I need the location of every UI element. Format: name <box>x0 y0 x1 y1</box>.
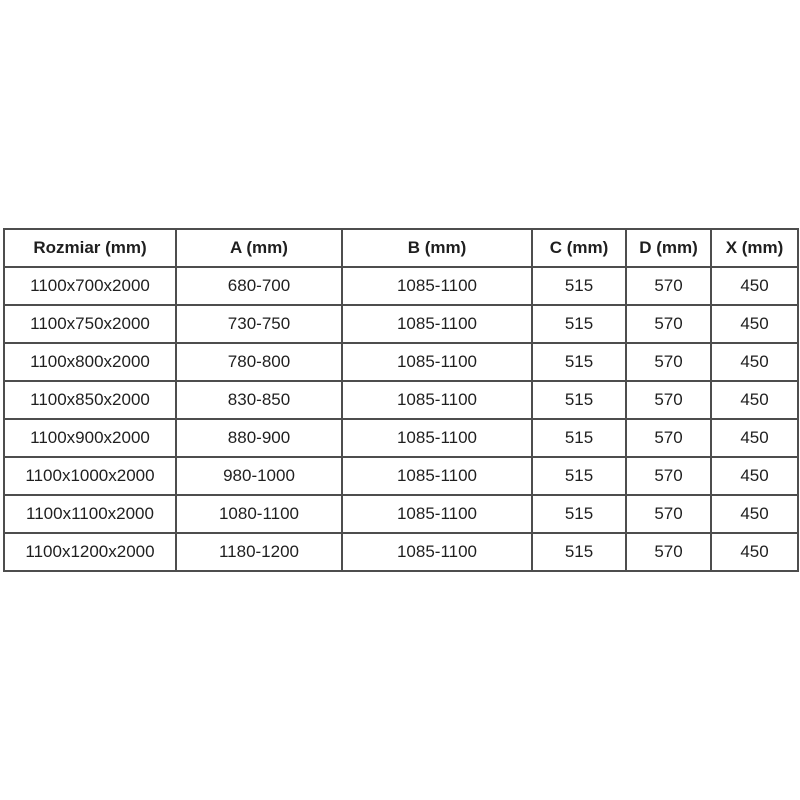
table-cell: 515 <box>532 381 626 419</box>
table-cell: 1085-1100 <box>342 495 532 533</box>
table-cell: 780-800 <box>176 343 342 381</box>
table-row <box>4 533 798 571</box>
table-cell: 515 <box>532 457 626 495</box>
table-cell: 880-900 <box>176 419 342 457</box>
table-cell: 1100x1200x2000 <box>4 533 176 571</box>
table-row <box>4 343 798 381</box>
table-cell: 570 <box>626 419 711 457</box>
table-cell: 515 <box>532 305 626 343</box>
table-cell: 570 <box>626 457 711 495</box>
table-cell: 450 <box>711 419 798 457</box>
table-cell: 450 <box>711 457 798 495</box>
table-cell: 450 <box>711 495 798 533</box>
table-cell: 515 <box>532 343 626 381</box>
table-cell: 515 <box>532 495 626 533</box>
table-cell: 1080-1100 <box>176 495 342 533</box>
table-cell: 730-750 <box>176 305 342 343</box>
table-cell: 515 <box>532 267 626 305</box>
column-header-c: C (mm) <box>532 229 626 267</box>
table-row <box>4 267 798 305</box>
table-cell: 1085-1100 <box>342 533 532 571</box>
table-header-row <box>4 229 798 267</box>
table-cell: 450 <box>711 381 798 419</box>
table-cell: 1100x1000x2000 <box>4 457 176 495</box>
table-cell: 570 <box>626 381 711 419</box>
column-header-b: B (mm) <box>342 229 532 267</box>
column-header-x: X (mm) <box>711 229 798 267</box>
table-cell: 570 <box>626 495 711 533</box>
table-row <box>4 305 798 343</box>
size-spec-table <box>3 228 799 572</box>
table-cell: 1100x750x2000 <box>4 305 176 343</box>
table-cell: 1100x1100x2000 <box>4 495 176 533</box>
table-row <box>4 381 798 419</box>
table-cell: 450 <box>711 343 798 381</box>
table-cell: 680-700 <box>176 267 342 305</box>
table-cell: 450 <box>711 305 798 343</box>
table-cell: 1085-1100 <box>342 267 532 305</box>
table-cell: 1085-1100 <box>342 419 532 457</box>
table-cell: 1180-1200 <box>176 533 342 571</box>
table-cell: 570 <box>626 305 711 343</box>
table-cell: 1100x800x2000 <box>4 343 176 381</box>
table-body <box>4 267 798 571</box>
table-cell: 1085-1100 <box>342 343 532 381</box>
table-cell: 1085-1100 <box>342 457 532 495</box>
table-cell: 570 <box>626 267 711 305</box>
table-cell: 1085-1100 <box>342 381 532 419</box>
column-header-a: A (mm) <box>176 229 342 267</box>
table-cell: 980-1000 <box>176 457 342 495</box>
table-row <box>4 457 798 495</box>
table-row <box>4 495 798 533</box>
table-cell: 1100x850x2000 <box>4 381 176 419</box>
column-header-d: D (mm) <box>626 229 711 267</box>
table-cell: 1100x700x2000 <box>4 267 176 305</box>
table-cell: 515 <box>532 533 626 571</box>
table-cell: 570 <box>626 343 711 381</box>
table-cell: 830-850 <box>176 381 342 419</box>
table-cell: 570 <box>626 533 711 571</box>
table-row <box>4 419 798 457</box>
table-cell: 450 <box>711 267 798 305</box>
table-cell: 515 <box>532 419 626 457</box>
column-header-rozmiar: Rozmiar (mm) <box>4 229 176 267</box>
table-cell: 1100x900x2000 <box>4 419 176 457</box>
table-cell: 450 <box>711 533 798 571</box>
table-cell: 1085-1100 <box>342 305 532 343</box>
